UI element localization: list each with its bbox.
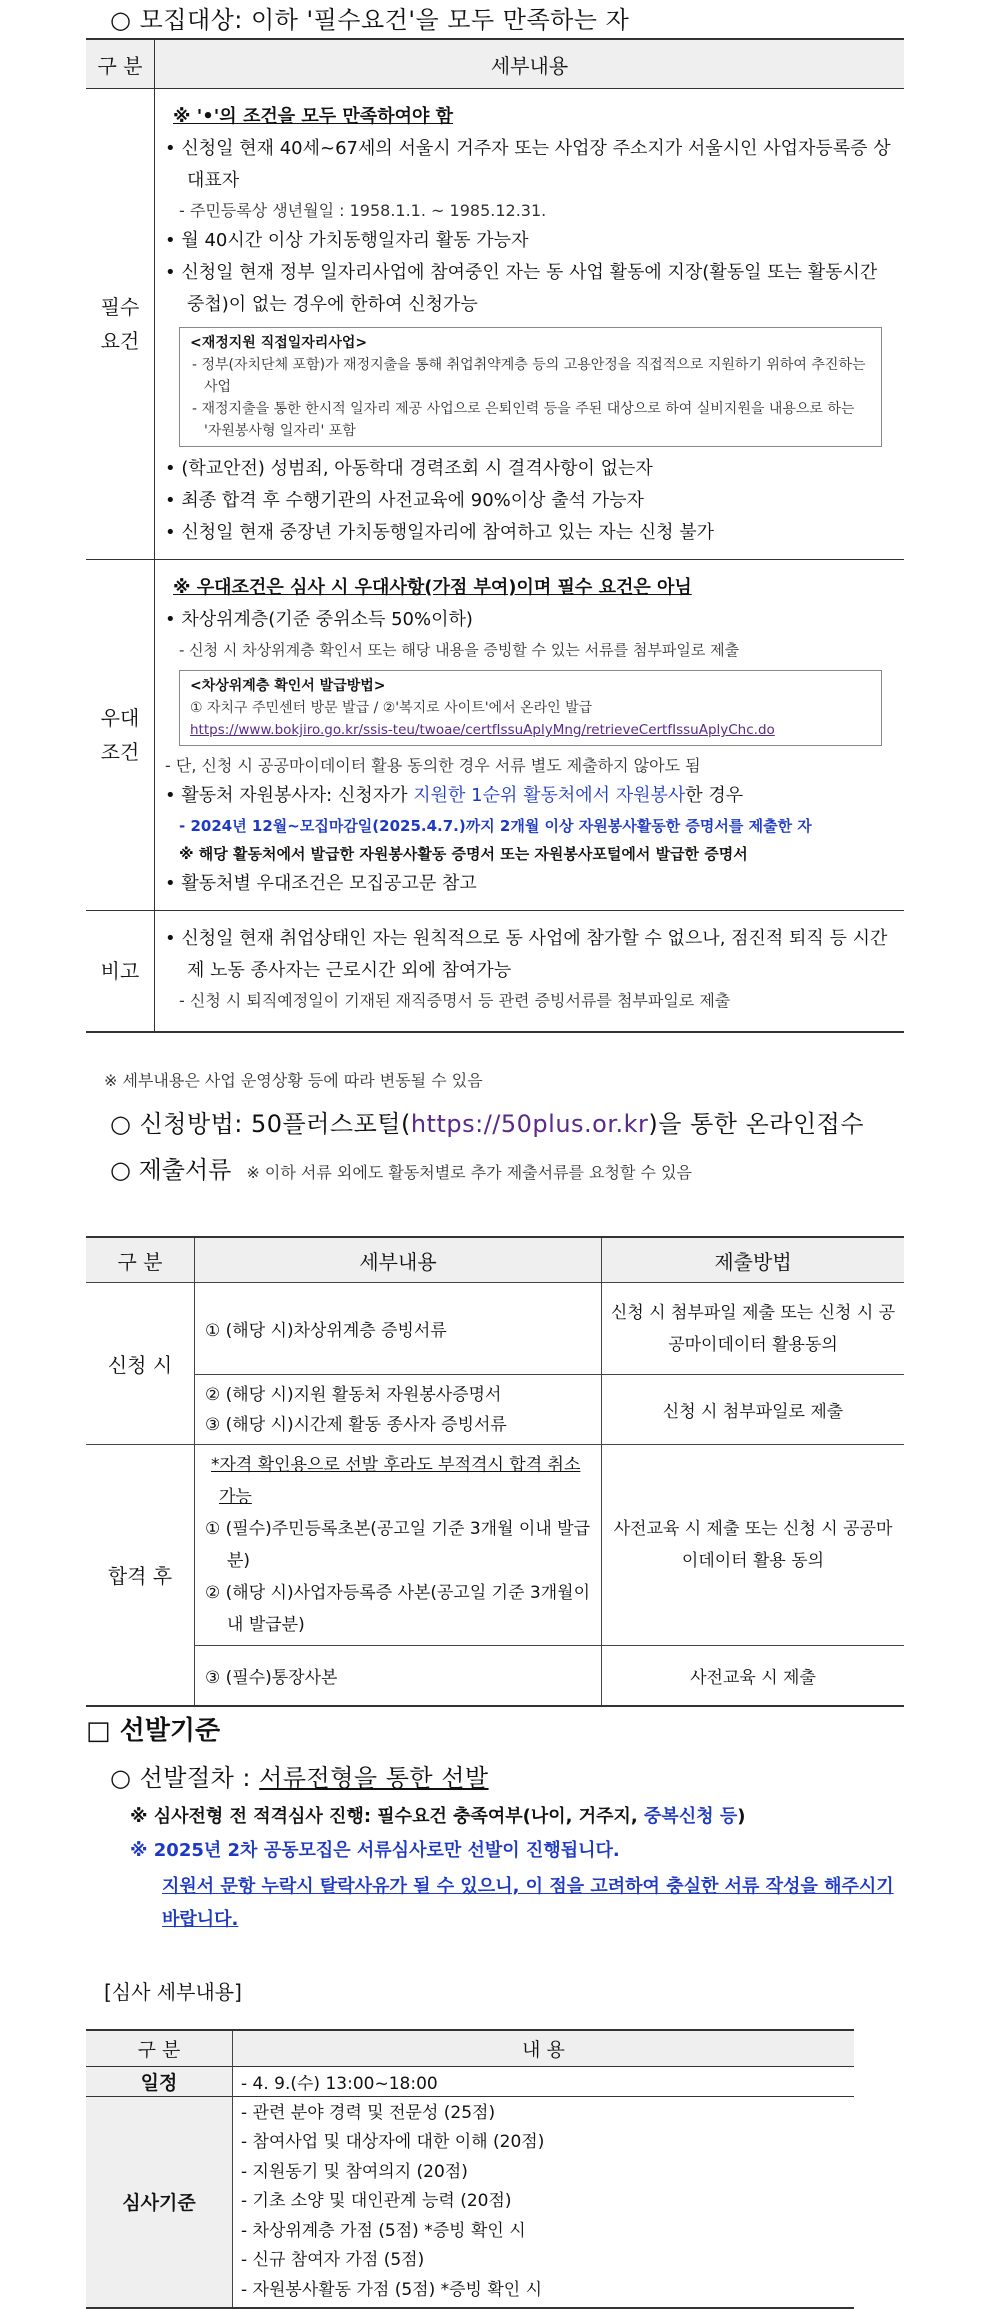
direct-job-box-title: <재정지원 직접일자리사업> (190, 335, 368, 351)
preferred-item-2-note: ※ 해당 활동처에서 발급한 자원봉사활동 증명서 또는 자원봉사포털에서 발급한 증명서 (179, 845, 748, 863)
required-item-5: • 최종 합격 후 수행기관의 사전교육에 90%이상 출석 가능자 (165, 490, 644, 511)
direct-job-box-line-1: - 정부(자치단체 포함)가 재정지출을 통해 취업취약계층 등의 고용안정을 직접적으로 지원하기 위하여 추진하는 사업 (192, 357, 866, 395)
docs-r1-content: ① (해당 시)차상위계층 증빙서류 (195, 1283, 602, 1375)
remark-item-1-sub: - 신청 시 퇴직예정일이 기재된 재직증명서 등 관련 증빙서류를 첨부파일로 제출 (179, 991, 731, 1010)
table-footnote: ※ 세부내용은 사업 운영상황 등에 따라 변동될 수 있음 (104, 1071, 483, 1090)
screening-schedule-value: - 4. 9.(수) 13:00~18:00 (241, 2073, 438, 2094)
preferred-item-2: • 활동처 자원봉사자: 신청자가 지원한 1순위 활동처에서 자원봉사한 경우 (165, 785, 744, 806)
row-label-remark: 비고 (86, 911, 155, 1033)
detail-title: [심사 세부내용] (104, 1980, 242, 2004)
docs-note: ※ 이하 서류 외에도 활동처별로 추가 제출서류를 요청할 수 있음 (246, 1163, 692, 1182)
screening-label-schedule: 일정 (86, 2066, 233, 2096)
selection-note-1: ※ 심사전형 전 적격심사 진행: 필수요건 충족여부(나이, 거주지, 중복신청 등) (130, 1806, 746, 1827)
selection-process: ○ 선발절차 : 서류전형을 통한 선발 (110, 1764, 489, 1792)
row-label-preferred: 우대 조건 (86, 560, 155, 911)
low-income-box-title: <차상위계층 확인서 발급방법> (190, 678, 386, 694)
preferred-item-1: • 차상위계층(기준 중위소득 50%이하) (165, 609, 473, 630)
criteria-item: - 차상위계층 가점 (5점) *증빙 확인 시 (241, 2220, 526, 2241)
preferred-details (155, 560, 905, 911)
docs-r4-content: ③ (필수)통장사본 (195, 1646, 602, 1706)
preferred-note: ※ 우대조건은 심사 시 우대사항(가점 부여)이며 필수 요건은 아님 (173, 577, 692, 598)
docs-r3-content: *자격 확인용으로 선발 후라도 부적격시 합격 취소 가능 ① (필수)주민등록초본(공고일 기준 3개월 이내 발급분) ② (해당 시)사업자등록증 사본(공고일 기준 3개월이내 발급분) (195, 1445, 602, 1646)
section-title-recruit: ○ 모집대상: 이하 '필수요건'을 모두 만족하는 자 (110, 6, 630, 34)
required-item-4: • (학교안전) 성범죄, 아동학대 경력조회 시 결격사항이 없는자 (165, 458, 653, 479)
screening-criteria-list (233, 2096, 855, 2308)
docs-col-category: 구 분 (86, 1237, 195, 1283)
required-details (155, 89, 905, 560)
required-item-2: • 월 40시간 이상 가치동행일자리 활동 가능자 (165, 230, 529, 251)
docs-table (86, 1236, 904, 1707)
row-label-required: 필수 요건 (86, 89, 155, 560)
screening-col-category: 구 분 (86, 2030, 233, 2066)
selection-note-2: ※ 2025년 2차 공동모집은 서류심사로만 선발이 진행됩니다. (130, 1840, 620, 1861)
preferred-item-1-sub: - 신청 시 차상위계층 확인서 또는 해당 내용을 증빙할 수 있는 서류를 첨부파일로 제출 (179, 641, 740, 659)
docs-r2-content: ② (해당 시)지원 활동처 자원봉사증명서 ③ (해당 시)시간제 활동 종사자 증빙서류 (195, 1375, 602, 1445)
screening-label-criteria: 심사기준 (86, 2096, 233, 2308)
screening-col-content: 내 용 (522, 2038, 565, 2061)
preferred-item-3: • 활동처별 우대조건은 모집공고문 참고 (165, 873, 477, 894)
docs-col-details: 세부내용 (195, 1237, 602, 1283)
docs-r1-method: 신청 시 첨부파일 제출 또는 신청 시 공공마이데이터 활용동의 (602, 1283, 905, 1375)
docs-title: ○ 제출서류 (110, 1156, 232, 1184)
criteria-item: - 자원봉사활동 가점 (5점) *증빙 확인 시 (241, 2279, 543, 2300)
required-item-3: • 신청일 현재 정부 일자리사업에 참여중인 자는 동 사업 활동에 지장(활동일 또는 활동시간 중첩)이 없는 경우에 한하여 신청가능 (165, 262, 878, 315)
criteria-item: - 관련 분야 경력 및 전문성 (25점) (241, 2102, 496, 2123)
direct-job-info-box (179, 327, 882, 447)
low-income-cert-box (179, 670, 882, 746)
required-note: ※ '•'의 조건을 모두 만족하여야 함 (173, 106, 454, 127)
criteria-item: - 신규 참여자 가점 (5점) (241, 2250, 425, 2270)
screening-table (86, 2029, 854, 2309)
preferred-note-2: - 단, 신청 시 공공마이데이터 활용 동의한 경우 서류 별도 제출하지 않아도 됨 (165, 756, 701, 775)
required-item-6: • 신청일 현재 중장년 가치동행일자리에 참여하고 있는 자는 신청 불가 (165, 522, 714, 543)
docs-heading (110, 1150, 692, 1185)
bokjiro-link[interactable]: https://www.bokjiro.go.kr/ssis-teu/twoae/certfIssuAplyMng/retrieveCertfIssuAplyChc.do (190, 722, 775, 738)
docs-label-pass: 합격 후 (86, 1445, 195, 1706)
required-item-1: • 신청일 현재 40세~67세의 서울시 거주자 또는 사업장 주소지가 서울시인 사업자등록증 상 대표자 (165, 138, 891, 191)
selection-note-3: 지원서 문항 누락시 탈락사유가 될 수 있으니, 이 점을 고려하여 충실한 서류 작성을 해주시기 바랍니다. (162, 1876, 894, 1930)
docs-r4-method: 사전교육 시 제출 (602, 1646, 905, 1706)
apply-method: ○ 신청방법: 50플러스포털(https://50plus.or.kr)을 통한 온라인접수 (110, 1110, 864, 1138)
low-income-box-line: ① 자치구 주민센터 방문 발급 / ②'복지로 사이트'에서 온라인 발급 (190, 700, 593, 716)
direct-job-box-line-2: - 재정지출을 통한 한시적 일자리 제공 사업으로 은퇴인력 등을 주된 대상으로 하여 실비지원을 내용으로 하는 '자원봉사형 일자리' 포함 (192, 401, 855, 439)
col-header-details: 세부내용 (155, 39, 905, 89)
50plus-portal-link[interactable]: https://50plus.or.kr (410, 1110, 649, 1138)
criteria-item: - 참여사업 및 대상자에 대한 이해 (20점) (241, 2132, 545, 2152)
required-item-1-sub: - 주민등록상 생년월일 : 1958.1.1. ~ 1985.12.31. (179, 201, 547, 220)
requirements-table (86, 38, 904, 1033)
selection-title: □ 선발기준 (86, 1716, 221, 1746)
criteria-item: - 기초 소양 및 대인관계 능력 (20점) (241, 2191, 512, 2211)
preferred-item-2-sub: - 2024년 12월~모집마감일(2025.4.7.)까지 2개월 이상 자원봉사활동한 증명서를 제출한 자 (179, 817, 812, 835)
remark-details (155, 911, 905, 1033)
docs-r3-method: 사전교육 시 제출 또는 신청 시 공공마이데이터 활용 동의 (602, 1445, 905, 1646)
remark-item-1: • 신청일 현재 취업상태인 자는 원칙적으로 동 사업에 참가할 수 없으나, 점진적 퇴직 등 시간제 노동 종사자는 근로시간 외에 참여가능 (165, 928, 888, 981)
docs-r2-method: 신청 시 첨부파일로 제출 (602, 1375, 905, 1445)
criteria-item: - 지원동기 및 참여의지 (20점) (241, 2161, 468, 2182)
col-header-category: 구 분 (86, 39, 155, 89)
docs-col-method: 제출방법 (602, 1237, 905, 1283)
docs-label-apply: 신청 시 (86, 1283, 195, 1445)
